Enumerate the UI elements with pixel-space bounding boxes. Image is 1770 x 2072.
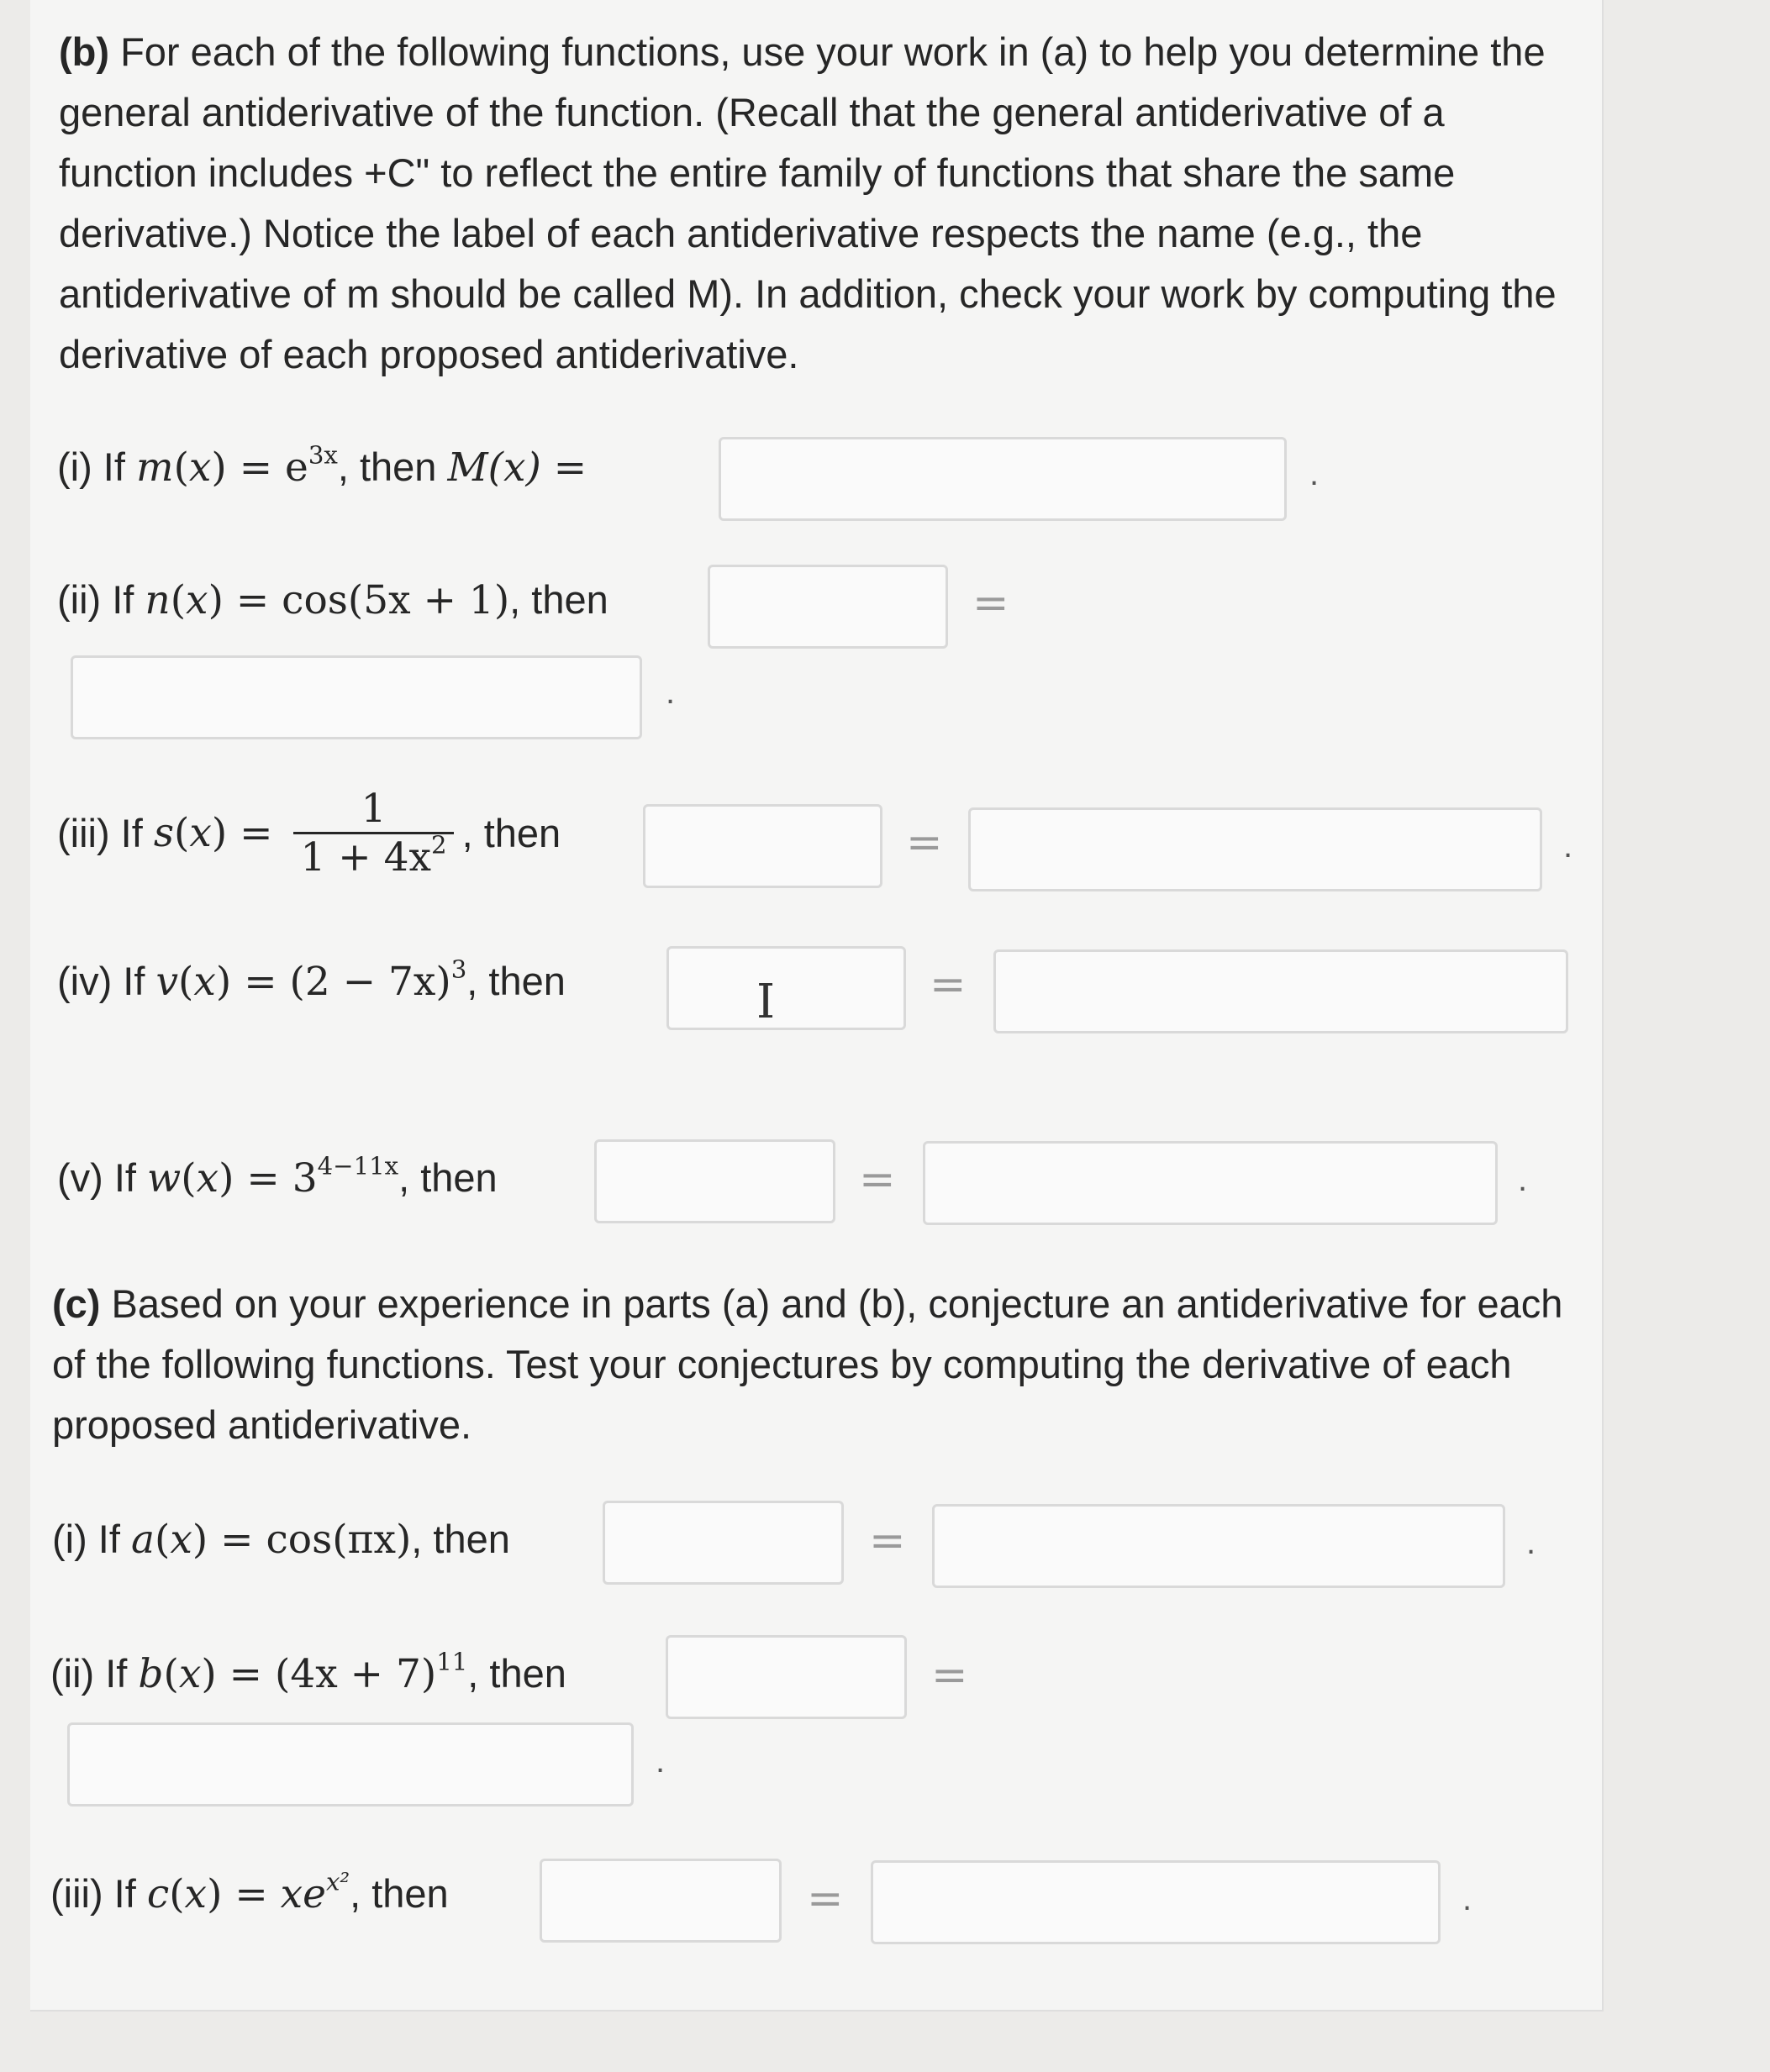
equals-sign: = xyxy=(869,1516,906,1566)
antiderivative-name-input-b3[interactable] xyxy=(643,804,882,888)
part-b-text: For each of the following functions, use your work in (a) to help you determine the general antiderivative of the function. (Recall that the general antiderivative of a function includes +C" to reflect the entire family of functions that share the same derivative.) Notice the label of each antiderivative respects the name (e.g., the antiderivative of m should be called M). In addition, check your work by computing the derivative of each proposed antiderivative. xyxy=(59,29,1557,376)
part-b-label: (b) xyxy=(59,29,110,74)
part-b-item-5 xyxy=(0,1136,1770,1237)
period: . xyxy=(1462,1880,1472,1917)
answer-input-c2[interactable] xyxy=(67,1722,634,1806)
part-c-item-1 xyxy=(0,1497,1770,1598)
part-b-item-5-label: (v) If $w(x) = 3^{4-11x}$, then xyxy=(57,1151,498,1202)
part-b-item-2-label: (ii) If n(x) = cos(5x + 1), then xyxy=(57,577,608,623)
antiderivative-name-input-b2[interactable] xyxy=(708,565,948,649)
part-c-item-2 xyxy=(0,1632,1770,1733)
part-b-item-1-label: (i) If $m(x) = e^{3x}$, then M(x) = xyxy=(57,440,587,491)
text-cursor: I xyxy=(756,975,776,1029)
part-c-instructions xyxy=(52,1274,1573,1455)
part-b-item-4-label: (iv) If $v(x) = (2 - 7x)^3$, then xyxy=(57,954,566,1005)
answer-input-b2[interactable] xyxy=(71,655,642,739)
part-c-item-3 xyxy=(0,1855,1770,1956)
answer-input-b3[interactable] xyxy=(968,807,1542,891)
part-c-text: Based on your experience in parts (a) and (b), conjecture an antiderivative for each of the following functions. Test your conjectures by computing the derivative of each proposed antiderivative. xyxy=(52,1281,1563,1447)
answer-input-b1[interactable] xyxy=(719,437,1287,521)
antiderivative-name-input-c1[interactable] xyxy=(603,1501,844,1585)
answer-input-c3[interactable] xyxy=(871,1860,1441,1944)
antiderivative-name-input-b5[interactable] xyxy=(594,1139,835,1223)
part-b-item-3-label: (iii) If s(x) = $\frac{1}{1 + 4x^2}$ , then xyxy=(57,786,561,881)
fraction: $\frac{1}{1 + 4x^2}$ xyxy=(293,786,453,881)
equals-sign: = xyxy=(807,1874,844,1924)
part-c-item-3-label: (iii) If $c(x) = xe^{x^2}$, then xyxy=(50,1867,449,1917)
period: . xyxy=(1563,828,1573,865)
part-c-item-1-label: (i) If a(x) = cos(πx), then xyxy=(52,1517,510,1563)
period: . xyxy=(1526,1524,1536,1561)
equals-sign: = xyxy=(931,1650,968,1701)
part-c-item-2-label: (ii) If $b(x) = (4x + 7)^{11}$, then xyxy=(50,1647,566,1697)
equals-sign: = xyxy=(930,960,967,1010)
part-b-item-4 xyxy=(0,944,1770,1045)
period: . xyxy=(656,1743,666,1780)
equals-sign: = xyxy=(972,578,1009,628)
equals-sign: = xyxy=(906,818,943,868)
answer-input-b4[interactable] xyxy=(993,949,1568,1033)
antiderivative-name-input-b4[interactable] xyxy=(666,946,906,1030)
period: . xyxy=(1309,455,1320,492)
antiderivative-name-input-c3[interactable] xyxy=(540,1859,782,1943)
part-b-item-2 xyxy=(0,561,1770,662)
part-c-item-2-cont xyxy=(0,1722,1770,1823)
period: . xyxy=(1518,1161,1528,1198)
answer-input-b5[interactable] xyxy=(923,1141,1498,1225)
part-b-instructions xyxy=(59,22,1580,385)
equals-sign: = xyxy=(859,1154,896,1205)
antiderivative-name-input-c2[interactable] xyxy=(666,1635,907,1719)
part-b-item-3 xyxy=(0,786,1770,912)
part-b-item-2-cont xyxy=(0,655,1770,756)
part-c-label: (c) xyxy=(52,1281,101,1326)
answer-input-c1[interactable] xyxy=(932,1504,1505,1588)
period: . xyxy=(666,674,676,711)
part-b-item-1 xyxy=(0,429,1770,529)
